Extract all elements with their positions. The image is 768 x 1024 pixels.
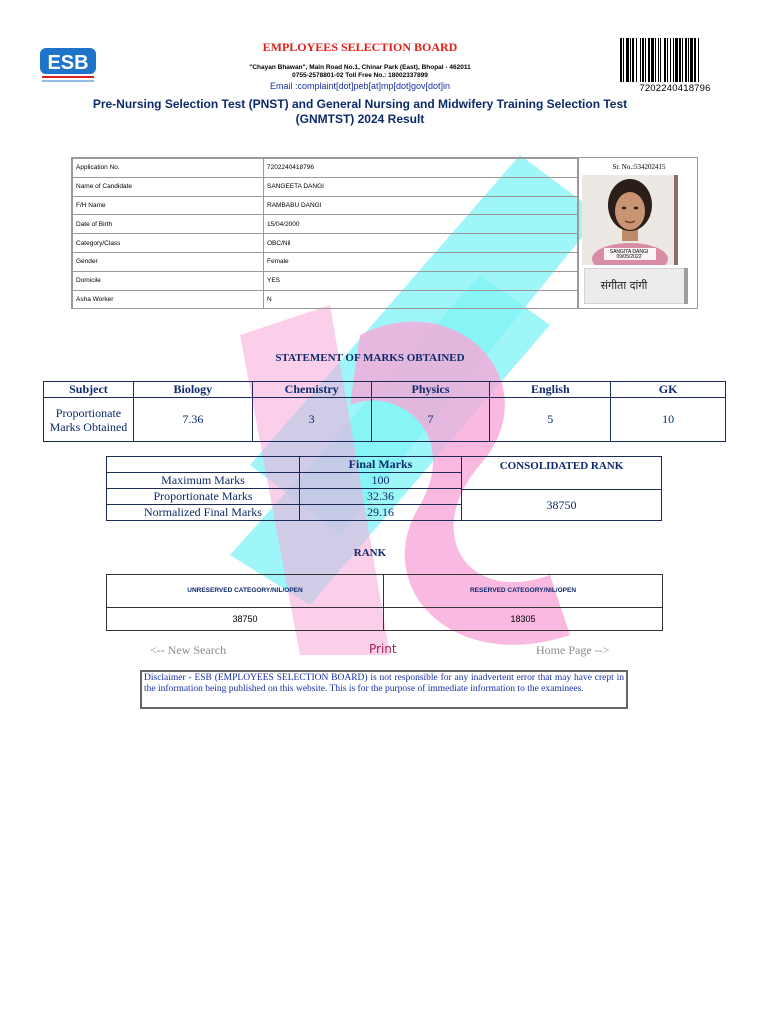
header-english: English	[490, 382, 611, 398]
field-value: 7202240418796	[264, 159, 578, 178]
unreserved-header: UNRESERVED CATEGORY/NIL/OPEN	[107, 575, 384, 608]
english-marks: 5	[490, 398, 611, 442]
table-row	[107, 457, 462, 473]
field-value: Female	[264, 252, 578, 271]
barcode-bar	[675, 38, 678, 82]
barcode-bar	[648, 38, 650, 82]
marks-values-row	[44, 398, 726, 442]
barcode-bar	[626, 38, 629, 82]
field-value: 15/04/2000	[264, 215, 578, 234]
home-page-link[interactable]: Home Page -->	[536, 643, 610, 657]
marks-title: STATEMENT OF MARKS OBTAINED	[275, 352, 465, 364]
row-label: Normalized Final Marks	[107, 505, 300, 521]
reserved-header: RESERVED CATEGORY/NIL/OPEN	[384, 575, 663, 608]
table-row	[73, 290, 578, 309]
barcode	[619, 38, 731, 82]
barcode-bar	[670, 38, 671, 82]
barcode-bar	[682, 38, 683, 82]
logo-text: ESB	[47, 52, 89, 74]
print-link[interactable]: Print	[369, 642, 397, 656]
consolidated-rank	[462, 456, 662, 521]
field-value: OBC/Nil	[264, 234, 578, 253]
row-label: Maximum Marks	[107, 473, 300, 489]
reserved-rank: 18305	[384, 608, 663, 631]
field-label: Gender	[73, 252, 264, 271]
field-value: YES	[264, 271, 578, 290]
photo-caption-name: SANGITA DANGI	[609, 249, 649, 255]
org-title: EMPLOYEES SELECTION BOARD	[262, 40, 458, 54]
final-marks-header: Final Marks	[300, 457, 462, 473]
table-row	[73, 271, 578, 290]
barcode-bar	[694, 38, 696, 82]
marks-header-row	[44, 382, 726, 398]
field-label: Domicile	[73, 271, 264, 290]
table-row	[73, 234, 578, 253]
biology-marks: 7.36	[133, 398, 252, 442]
unreserved-rank: 38750	[107, 608, 384, 631]
barcode-bar	[655, 38, 656, 82]
barcode-bar	[632, 38, 634, 82]
table-row	[73, 159, 578, 178]
table-row	[73, 196, 578, 215]
field-label: Name of Candidate	[73, 177, 264, 196]
consolidated-rank-value: 38750	[546, 498, 577, 512]
address	[0, 64, 720, 80]
barcode-bar	[688, 38, 689, 82]
barcode-bar	[630, 38, 631, 82]
exam-title	[80, 97, 640, 127]
email: Email :complaint[dot]peb[at]mp[dot]gov[dot]in	[269, 81, 451, 91]
header-biology: Biology	[133, 382, 252, 398]
table-row	[107, 575, 663, 608]
barcode-bar	[642, 38, 644, 82]
candidate-signature	[584, 268, 688, 304]
address-line-2: 0755-2578801-02 Toll Free No.: 18002337899	[292, 72, 428, 79]
barcode-number: 7202240418796	[639, 83, 711, 94]
row-value: 100	[300, 473, 462, 489]
header-gk: GK	[611, 382, 726, 398]
barcode-bar	[660, 38, 661, 82]
table-row	[73, 252, 578, 271]
new-search-link[interactable]: <-- New Search	[150, 643, 227, 657]
chemistry-marks: 3	[252, 398, 371, 442]
signature-text: संगीता दांगी	[600, 279, 648, 292]
field-value: RAMBABU DANGI	[264, 196, 578, 215]
table-row	[107, 608, 663, 631]
field-label: Application No.	[73, 159, 264, 178]
row-value: 29.16	[300, 505, 462, 521]
applicant-info-table	[72, 158, 578, 309]
address-line-1: "Chayan Bhawan", Main Road No.1, Chinar Park (East), Bhopal - 462011	[249, 64, 471, 71]
barcode-bar	[636, 38, 637, 82]
field-label: F/H Name	[73, 196, 264, 215]
barcode-bar	[690, 38, 693, 82]
physics-marks: 7	[371, 398, 490, 442]
final-marks-table	[106, 456, 462, 521]
table-row	[107, 473, 462, 489]
photo-column	[578, 158, 698, 308]
field-value: N	[264, 290, 578, 309]
barcode-bar	[664, 38, 666, 82]
consolidated-rank-label: CONSOLIDATED RANK	[462, 457, 661, 490]
disclaimer: Disclaimer - ESB (EMPLOYEES SELECTION BOARD) is not responsible for any inadvertent error that may have crept in the information being published on this website. This is for the purpose of immediate information to the examinees.	[140, 670, 628, 709]
rank-title: RANK	[353, 547, 387, 559]
exam-title-line-1: Pre-Nursing Selection Test (PNST) and General Nursing and Midwifery Training Selection Test	[92, 97, 628, 111]
barcode-bar	[623, 38, 624, 82]
table-row	[73, 215, 578, 234]
barcode-bar	[673, 38, 674, 82]
photo-caption-date: 09/05/2022	[616, 254, 642, 260]
barcode-bar	[651, 38, 654, 82]
barcode-bar	[698, 38, 699, 82]
header-physics: Physics	[371, 382, 490, 398]
row-label: Proportionate Marks Obtained	[44, 398, 134, 442]
barcode-bar	[645, 38, 646, 82]
row-label: Proportionate Marks	[107, 489, 300, 505]
marks-table	[43, 381, 726, 442]
row-value: 32.36	[300, 489, 462, 505]
gk-marks: 10	[611, 398, 726, 442]
exam-title-line-2: (GNMTST) 2024 Result	[295, 112, 425, 126]
barcode-bar	[640, 38, 641, 82]
table-row	[107, 505, 462, 521]
field-label: Asha Worker	[73, 290, 264, 309]
barcode-bar	[620, 38, 622, 82]
photo-caption	[599, 250, 659, 260]
barcode-bar	[685, 38, 687, 82]
barcode-bar	[667, 38, 668, 82]
empty-header	[107, 457, 300, 473]
table-row	[73, 177, 578, 196]
field-label: Category/Class	[73, 234, 264, 253]
applicant-details	[71, 157, 698, 309]
serial-number: Sr. No.:534202415	[612, 163, 666, 171]
barcode-bar	[658, 38, 659, 82]
rank-table	[106, 574, 663, 631]
field-value: SANGEETA DANGI	[264, 177, 578, 196]
table-row	[107, 489, 462, 505]
field-label: Date of Birth	[73, 215, 264, 234]
barcode-bar	[679, 38, 681, 82]
header-chemistry: Chemistry	[252, 382, 371, 398]
header-subject: Subject	[44, 382, 134, 398]
